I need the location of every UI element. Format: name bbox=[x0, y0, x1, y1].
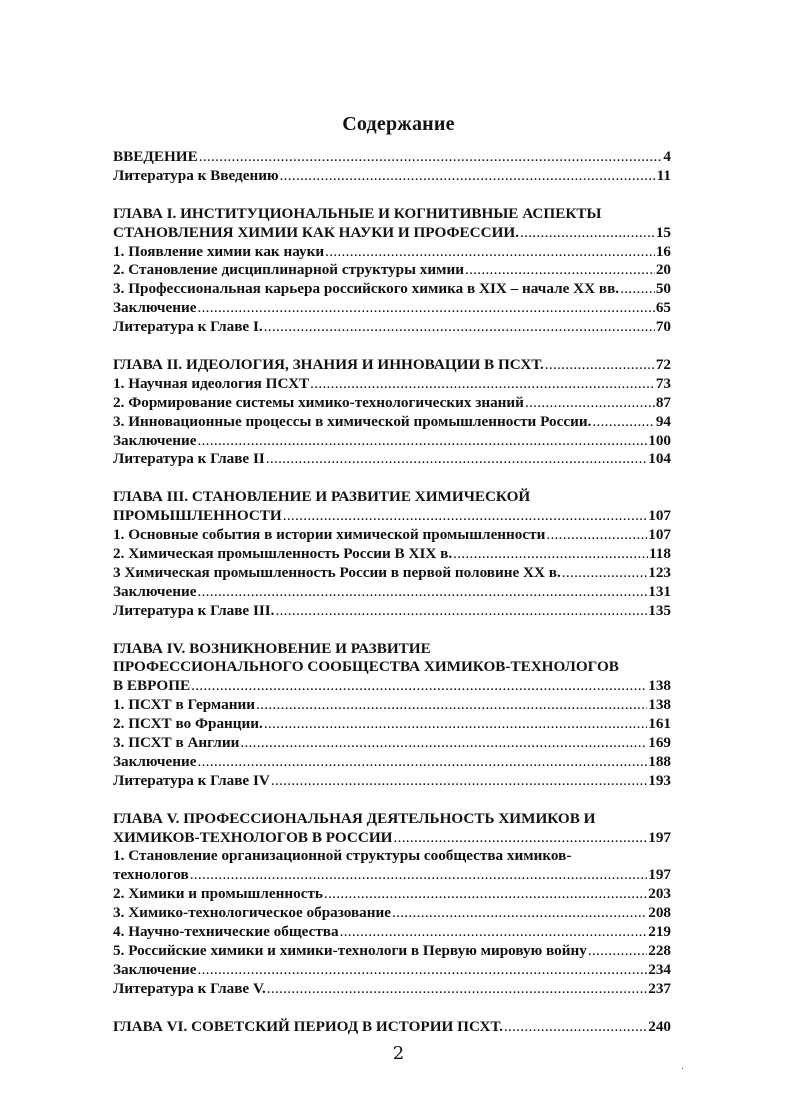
leader-dots bbox=[197, 583, 647, 602]
toc-entry[interactable]: 2. Формирование системы химико-технологических знаний ..... 87 bbox=[113, 394, 671, 413]
toc-entry[interactable]: Литература к Главе V. ..... 237 bbox=[113, 980, 671, 999]
leader-dots bbox=[264, 318, 655, 337]
page-title: Содержание bbox=[342, 113, 455, 135]
scan-speck bbox=[682, 1068, 683, 1069]
toc-entry[interactable]: Литература к Главе II ..... 104 bbox=[113, 450, 671, 469]
page-ref: 107 bbox=[648, 526, 671, 544]
leader-dots bbox=[283, 507, 647, 526]
page-ref: 94 bbox=[655, 412, 671, 430]
page-ref: 123 bbox=[648, 563, 671, 581]
leader-dots bbox=[264, 715, 647, 734]
leader-dots bbox=[392, 904, 647, 923]
page-ref: 65 bbox=[655, 299, 671, 317]
toc-entry[interactable]: 4. Научно-технические общества ..... 219 bbox=[113, 923, 671, 942]
leader-dots bbox=[199, 148, 663, 167]
leader-dots bbox=[197, 432, 647, 451]
leader-dots bbox=[545, 356, 655, 375]
page-ref: 87 bbox=[655, 393, 671, 411]
toc-entry[interactable]: 2. ПСХТ во Франции. ..... 161 bbox=[113, 715, 671, 734]
toc-entry[interactable]: ВВЕДЕНИЕ ..... 4 bbox=[113, 148, 671, 167]
toc-section-chapter-6 bbox=[113, 1018, 671, 1037]
toc-section-chapter-2 bbox=[113, 356, 671, 469]
toc-entry[interactable]: 3. Профессиональная карьера российского химика в XIX – начале XX вв. ..... 50 bbox=[113, 280, 671, 299]
page-ref: 20 bbox=[655, 261, 671, 279]
toc-entry[interactable]: 2. Химическая промышленность России В XIX в. ..... 118 bbox=[113, 545, 671, 564]
leader-dots bbox=[453, 545, 648, 564]
page-ref: 161 bbox=[648, 715, 671, 733]
page-ref: 73 bbox=[655, 374, 671, 392]
toc-entry[interactable]: 2. Становление дисциплинарной структуры химии ..... 20 bbox=[113, 261, 671, 280]
leader-dots bbox=[310, 375, 655, 394]
toc-entry[interactable]: Литература к Введению ..... 11 bbox=[113, 167, 671, 186]
toc-section-chapter-1 bbox=[113, 205, 671, 337]
chapter-heading-entry[interactable]: ГЛАВА VI. СОВЕТСКИЙ ПЕРИОД В ИСТОРИИ ПСХТ. ..... 240 bbox=[113, 1018, 671, 1037]
toc-entry[interactable]: Литература к Главе I. ..... 70 bbox=[113, 318, 671, 337]
leader-dots bbox=[267, 980, 647, 999]
leader-dots bbox=[197, 299, 654, 318]
page-ref: 219 bbox=[648, 923, 671, 941]
toc-entry[interactable]: Заключение ..... 100 bbox=[113, 432, 671, 451]
toc-entry[interactable]: 1. Научная идеология ПСХТ ..... 73 bbox=[113, 375, 671, 394]
toc-entry[interactable]: 3. ПСХТ в Англии ..... 169 bbox=[113, 734, 671, 753]
leader-dots bbox=[592, 413, 654, 432]
toc-entry-first-line: 1. Становление организационной структуры сообщества химиков- bbox=[113, 847, 572, 865]
page-ref: 50 bbox=[655, 280, 671, 298]
leader-dots bbox=[620, 280, 655, 299]
page-ref: 70 bbox=[655, 318, 671, 336]
page-ref: 203 bbox=[648, 885, 671, 903]
leader-dots bbox=[197, 961, 647, 980]
page-number: 2 bbox=[392, 1043, 405, 1064]
leader-dots bbox=[197, 753, 647, 772]
page-ref: 135 bbox=[648, 601, 671, 619]
leader-dots bbox=[240, 734, 647, 753]
toc-entry[interactable]: Литература к Главе IV ..... 193 bbox=[113, 772, 671, 791]
page-ref: 118 bbox=[649, 544, 671, 562]
page-ref: 193 bbox=[648, 771, 671, 789]
chapter-heading: ПРОФЕССИОНАЛЬНОГО СООБЩЕСТВА ХИМИКОВ-ТЕХНОЛОГОВ bbox=[113, 658, 619, 676]
page-ref: 234 bbox=[648, 960, 671, 978]
page-ref: 228 bbox=[648, 941, 671, 959]
toc-section-intro bbox=[113, 148, 671, 186]
leader-dots bbox=[191, 677, 647, 696]
leader-dots bbox=[280, 167, 656, 186]
chapter-heading: ГЛАВА I. ИНСТИТУЦИОНАЛЬНЫЕ И КОГНИТИВНЫЕ АСПЕКТЫ bbox=[113, 204, 602, 222]
toc-entry[interactable]: 3. Химико-технологическое образование ..... 208 bbox=[113, 904, 671, 923]
page-ref: 72 bbox=[655, 355, 671, 373]
leader-dots bbox=[275, 602, 647, 621]
leader-dots bbox=[562, 564, 647, 583]
leader-dots bbox=[340, 923, 648, 942]
page-ref: 197 bbox=[648, 866, 671, 884]
leader-dots bbox=[190, 866, 648, 885]
leader-dots bbox=[465, 261, 655, 280]
toc-entry[interactable]: 1. ПСХТ в Германии ..... 138 bbox=[113, 696, 671, 715]
chapter-heading: ГЛАВА III. СТАНОВЛЕНИЕ И РАЗВИТИЕ ХИМИЧЕСКОЙ bbox=[113, 488, 531, 506]
chapter-heading: ГЛАВА IV. ВОЗНИКНОВЕНИЕ И РАЗВИТИЕ bbox=[113, 639, 431, 657]
page-ref: 188 bbox=[648, 752, 671, 770]
toc-section-chapter-4 bbox=[113, 640, 671, 791]
table-of-contents bbox=[113, 148, 671, 1055]
toc-entry[interactable]: 5. Российские химики и химики-технологи в Первую мировую войну ..... 228 bbox=[113, 942, 671, 961]
leader-dots bbox=[266, 450, 647, 469]
chapter-heading-entry[interactable]: СТАНОВЛЕНИЯ ХИМИИ КАК НАУКИ И ПРОФЕССИИ. ..... 15 bbox=[113, 224, 671, 243]
leader-dots bbox=[504, 1018, 647, 1037]
page-ref: 104 bbox=[648, 450, 671, 468]
page-ref: 107 bbox=[648, 507, 671, 525]
leader-dots bbox=[324, 885, 647, 904]
page-ref: 15 bbox=[655, 223, 671, 241]
leader-dots bbox=[546, 526, 647, 545]
page-ref: 138 bbox=[648, 677, 671, 695]
leader-dots bbox=[520, 224, 655, 243]
chapter-heading: ГЛАВА V. ПРОФЕССИОНАЛЬНАЯ ДЕЯТЕЛЬНОСТЬ ХИМИКОВ И bbox=[113, 809, 596, 827]
page-ref: 11 bbox=[656, 166, 671, 184]
page-ref: 138 bbox=[648, 696, 671, 714]
page-ref: 237 bbox=[648, 979, 671, 997]
toc-entry[interactable]: технологов ..... 197 bbox=[113, 866, 671, 885]
toc-entry[interactable]: Заключение ..... 65 bbox=[113, 299, 671, 318]
chapter-heading-entry[interactable]: ГЛАВА II. ИДЕОЛОГИЯ, ЗНАНИЯ И ИННОВАЦИИ В ПСХТ. ..... 72 bbox=[113, 356, 671, 375]
leader-dots bbox=[325, 243, 655, 262]
chapter-heading-entry[interactable]: В ЕВРОПЕ ..... 138 bbox=[113, 677, 671, 696]
toc-entry[interactable]: 3 Химическая промышленность России в первой половине XX в. ..... 123 bbox=[113, 564, 671, 583]
page-ref: 4 bbox=[663, 148, 671, 165]
chapter-heading-entry[interactable]: ХИМИКОВ-ТЕХНОЛОГОВ В РОССИИ ..... 197 bbox=[113, 829, 671, 848]
leader-dots bbox=[525, 394, 655, 413]
toc-entry[interactable]: 1. Появление химии как науки ..... 16 bbox=[113, 243, 671, 262]
leader-dots bbox=[256, 696, 647, 715]
page-ref: 169 bbox=[648, 734, 671, 752]
page-ref: 131 bbox=[648, 582, 671, 600]
leader-dots bbox=[394, 829, 648, 848]
page-ref: 240 bbox=[648, 1017, 671, 1035]
page-ref: 208 bbox=[648, 904, 671, 922]
toc-entry[interactable]: 2. Химики и промышленность ..... 203 bbox=[113, 885, 671, 904]
toc-section-chapter-3 bbox=[113, 488, 671, 620]
page-ref: 100 bbox=[648, 431, 671, 449]
page-ref: 197 bbox=[648, 828, 671, 846]
leader-dots bbox=[588, 942, 647, 961]
toc-entry[interactable]: Литература к Главе III. ..... 135 bbox=[113, 602, 671, 621]
chapter-heading-entry[interactable]: ПРОМЫШЛЕННОСТИ ..... 107 bbox=[113, 507, 671, 526]
leader-dots bbox=[271, 772, 647, 791]
toc-entry[interactable]: 1. Основные события в истории химической промышленности ..... 107 bbox=[113, 526, 671, 545]
toc-entry[interactable]: Заключение ..... 131 bbox=[113, 583, 671, 602]
toc-entry[interactable]: Заключение ..... 234 bbox=[113, 961, 671, 980]
toc-entry[interactable]: 3. Инновационные процессы в химической промышленности России. ..... 94 bbox=[113, 413, 671, 432]
page-ref: 16 bbox=[655, 242, 671, 260]
toc-entry[interactable]: Заключение ..... 188 bbox=[113, 753, 671, 772]
toc-section-chapter-5 bbox=[113, 810, 671, 999]
